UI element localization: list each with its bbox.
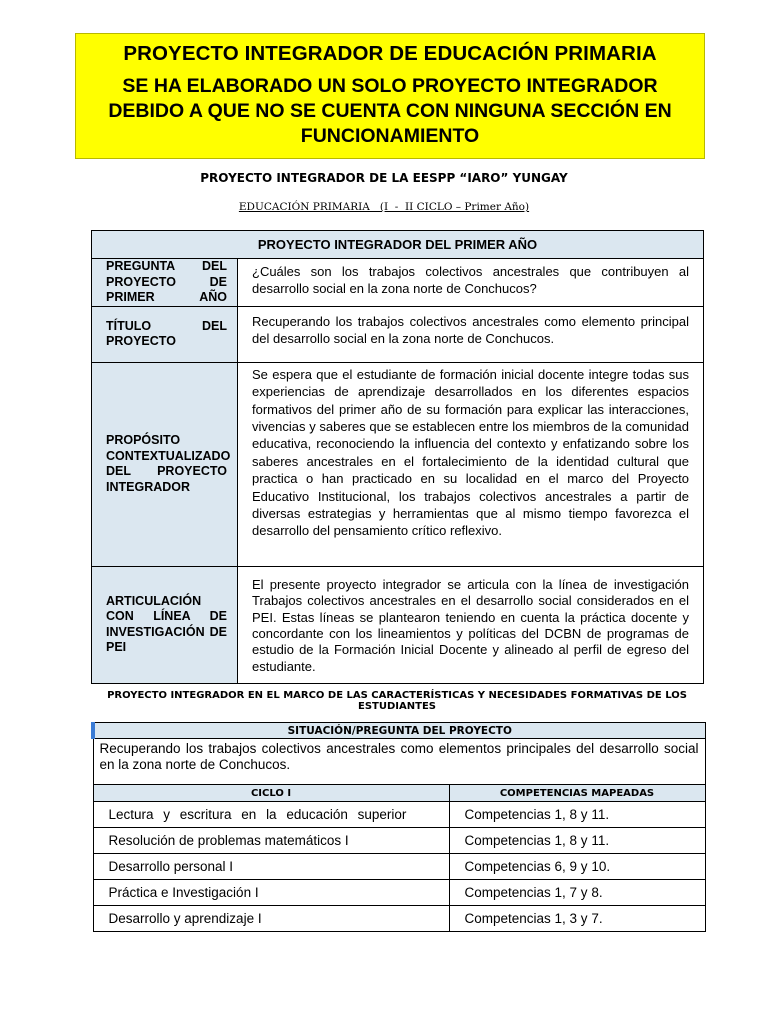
- table-row: [93, 880, 705, 906]
- table-row: [93, 854, 705, 880]
- course-competencies: Competencias 1, 7 y 8.: [449, 880, 705, 906]
- document-subtitle: [0, 201, 768, 213]
- banner-line: SE HA ELABORADO UN SOLO PROYECTO INTEGRADOR: [122, 75, 658, 97]
- course-name: Práctica e Investigación I: [93, 880, 449, 906]
- section-title: PROYECTO INTEGRADOR EN EL MARCO DE LAS CARACTERÍSTICAS Y NECESIDADES FORMATIVAS DE LOS ESTUDIANTES: [107, 690, 687, 712]
- situation-text: Recuperando los trabajos colectivos ancestrales como elementos principales del desarrollo social en la zona norte de Conchucos.: [93, 739, 705, 785]
- row-value-purpose: Se espera que el estudiante de formación inicial docente integre todas sus experiencias de aprendizaje desarrollados en los diferentes espacios formativos del primer año de su formación para explicar las interacciones, vivencias y saberes que se establecen entre los miembros de la comunidad educativa, reconociendo la influencia del contexto y enfatizando sobre los saberes ancestrales en el fortalecimiento de la identidad cultural que practica o han practicado en su localidad en el marco del Proyecto Educativo Institucional, los trabajos colectivos ancestrales a partir de diversas estrategias y herramientas que al mismo tiempo favorezca el desarrollo del pensamiento crítico reflexivo.: [238, 362, 704, 566]
- banner-title: PROYECTO INTEGRADOR DE EDUCACIÓN PRIMARIA: [123, 42, 657, 65]
- column-header-cycle: CICLO I: [93, 785, 449, 802]
- document-title: PROYECTO INTEGRADOR DE LA EESPP “IARO” YUNGAY: [200, 171, 568, 185]
- course-competencies: Competencias 1, 8 y 11.: [449, 802, 705, 828]
- course-name: Resolución de problemas matemáticos I: [93, 828, 449, 854]
- course-name: Desarrollo personal I: [93, 854, 449, 880]
- project-table: [91, 230, 704, 684]
- banner-message: [76, 74, 704, 149]
- row-label-question: PREGUNTA DEL PROYECTO DE PRIMER AÑO: [92, 259, 238, 307]
- situation-header: SITUACIÓN/PREGUNTA DEL PROYECTO: [93, 723, 705, 739]
- banner-line: FUNCIONAMIENTO: [300, 125, 480, 147]
- row-value-question: ¿Cuáles son los trabajos colectivos ancestrales que contribuyen al desarrollo social en la zona norte de Conchucos?: [238, 259, 704, 307]
- notice-banner: [75, 33, 705, 159]
- project-table-header: PROYECTO INTEGRADOR DEL PRIMER AÑO: [92, 231, 704, 259]
- course-name: Lectura y escritura en la educación superior: [93, 802, 449, 828]
- competencies-table: [91, 722, 706, 932]
- table-row: [93, 906, 705, 932]
- course-competencies: Competencias 1, 3 y 7.: [449, 906, 705, 932]
- banner-line: DEBIDO A QUE NO SE CUENTA CON NINGUNA SECCIÓN EN: [108, 100, 672, 122]
- row-value-title: Recuperando los trabajos colectivos ancestrales como elemento principal del desarrollo social en la zona norte de Conchucos.: [238, 306, 704, 362]
- course-name: Desarrollo y aprendizaje I: [93, 906, 449, 932]
- course-competencies: Competencias 6, 9 y 10.: [449, 854, 705, 880]
- row-label-title: TÍTULO DEL PROYECTO: [92, 306, 238, 362]
- table-row: [93, 828, 705, 854]
- table-row: [93, 802, 705, 828]
- course-competencies: Competencias 1, 8 y 11.: [449, 828, 705, 854]
- column-header-competencies: COMPETENCIAS MAPEADAS: [449, 785, 705, 802]
- row-value-articulation: El presente proyecto integrador se articula con la línea de investigación Trabajos colectivos ancestrales en el desarrollo social considerados en el PEI. Estas líneas se plantearon teniendo en cuenta la práctica docente y concordante con los lineamientos y políticas del DCBN de programas de estudio de la Formación Inicial Docente y alineado al perfil de egreso del estudiante.: [238, 566, 704, 683]
- document-subtitle-text: EDUCACIÓN PRIMARIA (I - II CICLO – Primer Año): [238, 201, 530, 213]
- row-label-purpose: PROPÓSITO CONTEXTUALIZADO DEL PROYECTO INTEGRADOR: [92, 362, 238, 566]
- row-label-articulation: ARTICULACIÓN CON LÍNEA DE INVESTIGACIÓN DE PEI: [92, 566, 238, 683]
